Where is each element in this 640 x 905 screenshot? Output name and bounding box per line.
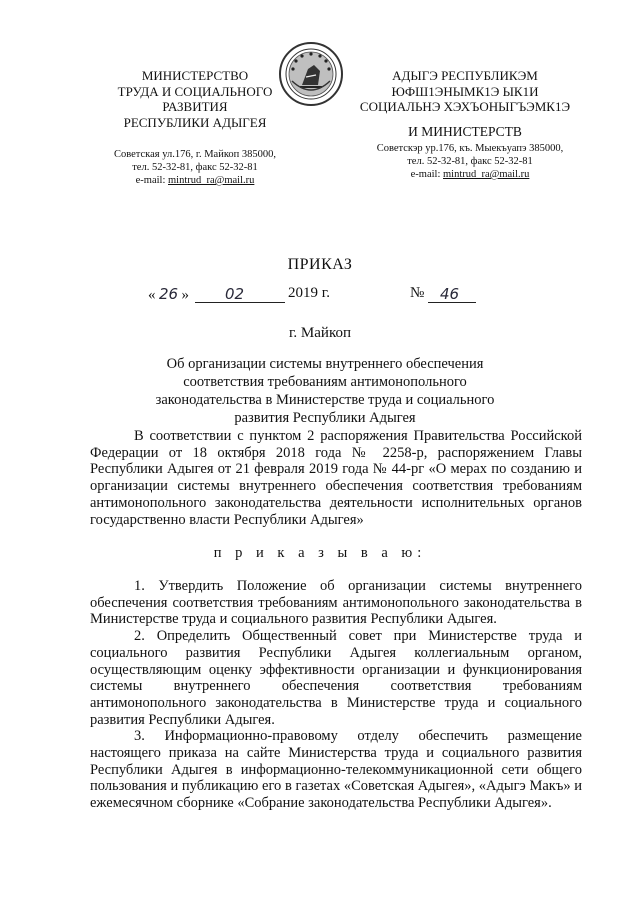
ministry-address-russian xyxy=(85,148,305,187)
email-link[interactable]: mintrud_ra@mail.ru xyxy=(443,169,530,180)
ministry-name-line: СОЦИАЛЬНЭ ХЭХЪОНЫГЪЭМК1Э xyxy=(359,99,571,114)
email-prefix: e-mail: xyxy=(135,175,168,186)
address-line: Советская ул.176, г. Майкоп 385000, xyxy=(113,149,277,160)
email-link[interactable]: mintrud_ra@mail.ru xyxy=(168,175,255,186)
preamble-paragraph xyxy=(90,428,582,528)
order-word: п р и к а з ы в а ю: xyxy=(213,545,427,561)
phone-line: тел. 52-32-81, факс 52-32-81 xyxy=(132,162,258,173)
handwritten-number: 46 xyxy=(440,285,460,303)
ministry-name-line: ЮФШ1ЭНЫМК1Э ЫК1И xyxy=(391,83,539,99)
order-item: 3. Информационно-правовому отделу обеспечить размещение настоящего приказа на сайте Министерства труда и социального развития Республики Адыгея в информационно-телекоммуникационной сети общего пользования и публикацию его в газетах «Советская Адыгея», «Адыгэ Макъ» и ежемесячном сборнике «Собрание законодательства Республики Адыгея». xyxy=(90,728,582,812)
order-item: 1. Утвердить Положение об организации системы внутреннего обеспечения соответствия требованиям антимонопольного законодательства в Министерстве труда и социального развития Республики Адыгея. xyxy=(90,578,582,628)
email-prefix: e-mail: xyxy=(410,169,443,180)
date-quote-close: » xyxy=(181,287,189,303)
preamble-text: В соответствии с пунктом 2 распоряжения Правительства Российской Федерации от 18 октября 2018 года № 2258-р, распоряжением Главы Республики Адыгея от 21 февраля 2019 года № 44-рг «О мерах по созданию и организации системы внутреннего обеспечения соответствия требованиям антимонопольного законодательства деятельности исполнительных органов государственно власти Республики Адыгея» xyxy=(90,428,582,528)
document-city: г. Майкоп xyxy=(288,325,352,341)
ministry-name-line: АДЫГЭ РЕСПУБЛИКЭМ xyxy=(392,68,538,83)
ministry-name-adyghe xyxy=(345,68,585,139)
ministry-address-adyghe xyxy=(350,142,590,181)
ministry-word: И МИНИСТЕРСТВ xyxy=(408,123,522,139)
coat-of-arms-icon xyxy=(278,41,344,107)
ministry-name-line: ТРУДА И СОЦИАЛЬНОГО xyxy=(117,83,273,99)
handwritten-day: 26 xyxy=(158,285,179,303)
email-line xyxy=(350,168,590,181)
address-line: Советскэр ур.176, къ. Мыекъуапэ 385000, xyxy=(376,143,564,154)
order-item: 2. Определить Общественный совет при Министерстве труда и социального развития Республики Адыгея коллегиальным органом, осуществляющим оценку эффективности организации и функционирования системы внутреннего обеспечения соответствия требованиям антимонопольного законодательства в Министерстве труда и социального развития Республики Адыгея. xyxy=(90,628,582,728)
date-field xyxy=(148,285,189,304)
ministry-name-line: РЕСПУБЛИКИ АДЫГЕЯ xyxy=(123,114,267,130)
ministry-name-russian xyxy=(95,68,295,130)
number-label: № xyxy=(410,285,425,301)
date-year: 2019 г. xyxy=(288,285,330,301)
email-line xyxy=(85,174,305,187)
document-title: ПРИКАЗ xyxy=(287,256,353,273)
document-subject: Об организации системы внутреннего обеспечения соответствия требованиям антимонопольного законодательства в Министерстве труда и социального развития Республики Адыгея xyxy=(155,356,495,426)
handwritten-month: 02 xyxy=(225,285,245,303)
ministry-name-line: МИНИСТЕРСТВО xyxy=(141,68,249,83)
order-items xyxy=(90,578,582,812)
phone-line: тел. 52-32-81, факс 52-32-81 xyxy=(407,156,533,167)
date-quote-open: « xyxy=(148,287,156,303)
ministry-name-line: РАЗВИТИЯ xyxy=(162,99,228,114)
